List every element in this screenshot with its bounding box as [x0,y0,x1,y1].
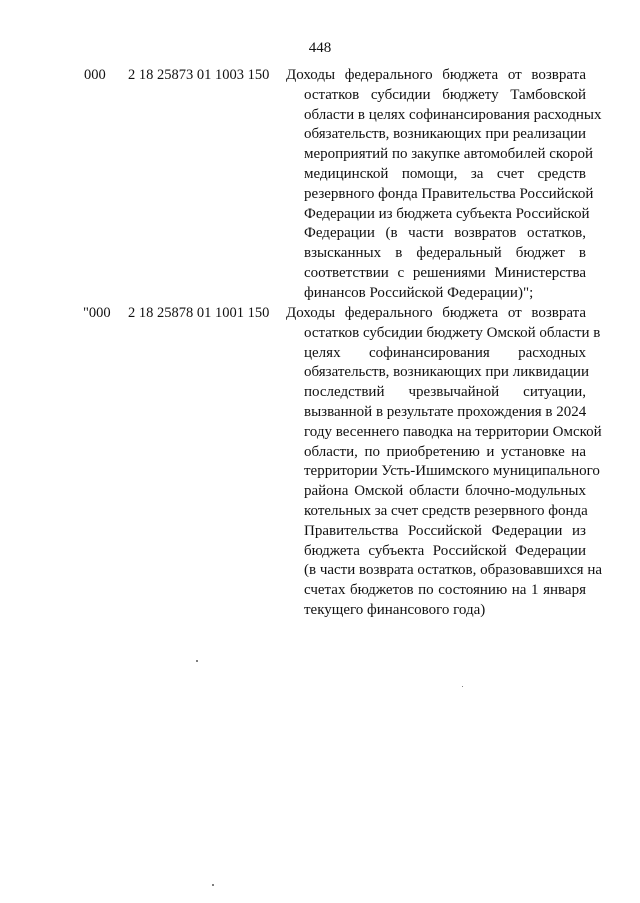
description-line: обязательств, возникающих при реализации [304,126,587,143]
description-line: Федерации (в части возвратов остатков, [304,225,586,242]
description-line: финансов Российской Федерации)"; [304,284,534,301]
description-line: медицинской помощи, за счет средств [304,165,586,182]
budget-classification-code: 2 18 25873 01 1003 150 [128,67,270,83]
description-line: Доходы федерального бюджета от возврата [286,67,586,83]
description-line: обязательств, возникающих при ликвидации [304,364,589,381]
description-line: области, по приобретению и установке на [304,443,586,460]
description-line: остатков субсидии бюджету Тамбовской [304,86,586,103]
description-line: бюджета субъекта Российской Федерации [304,542,586,559]
description-line: Доходы федерального бюджета от возврата [286,305,586,321]
description-line: последствий чрезвычайной ситуации, [304,384,586,401]
description-line: целях софинансирования расходных [304,344,586,361]
description-line: году весеннего паводка на территории Омской [304,423,602,440]
description-line: Правительства Российской Федерации из [304,522,586,539]
description-line: области в целях софинансирования расходных [304,106,602,123]
admin-code: "000 [83,305,111,321]
entry-description [286,304,603,621]
scan-speck [212,884,214,886]
description-line: вызванной в результате прохождения в 2024 [304,403,587,420]
description-line: Федерации из бюджета субъекта Российской [304,205,590,222]
description-line: соответствии с решениями Министерства [304,264,586,281]
description-line: котельных за счет средств резервного фонда [304,502,588,519]
description-line: текущего финансового года) [304,601,486,618]
admin-code: 000 [84,67,106,83]
scan-speck [196,660,198,662]
budget-classification-code: 2 18 25878 01 1001 150 [128,305,270,321]
description-line: (в части возврата остатков, образовавшихся на [304,562,603,579]
entry-description [286,66,602,304]
description-line: взысканных в федеральный бюджет в [304,245,586,262]
page-number: 448 [308,40,332,56]
description-line: мероприятий по закупке автомобилей скорой [304,146,593,163]
description-line: резервного фонда Правительства Российской [304,185,594,202]
description-line: района Омской области блочно-модульных [304,483,586,500]
description-line: остатков субсидии бюджету Омской области в [304,324,601,341]
scan-speck [462,686,463,687]
description-line: счетах бюджетов по состоянию на 1 января [304,582,586,599]
description-line: территории Усть-Ишимского муниципального [304,463,600,480]
